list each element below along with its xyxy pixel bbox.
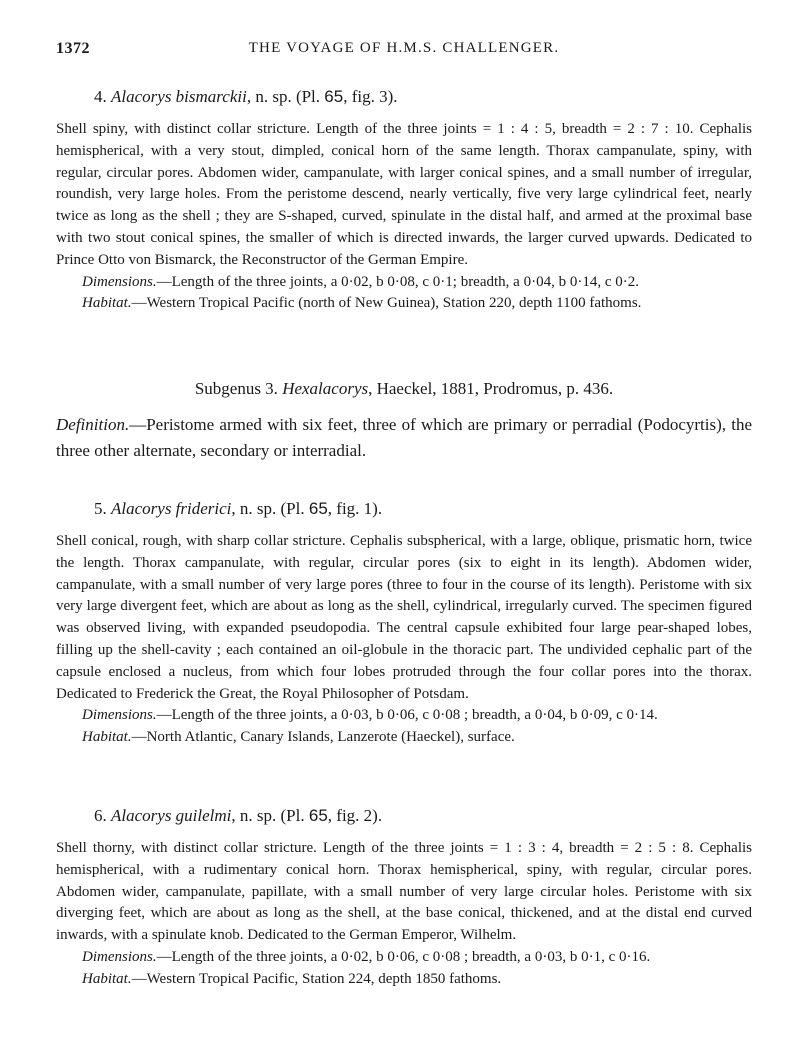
species-name: Alacorys guilelmi (111, 806, 232, 825)
subgenus-citation: , Haeckel, 1881, Prodromus, p. 436. (368, 379, 614, 398)
figure-ref: , fig. 1). (327, 499, 383, 518)
species-description: Shell spiny, with distinct collar stricture. Length of the three joints = 1 : 4 : 5, breadth = 2 : 7 : 10. Cephalis hemispherical, with a very stout, dimpled, conical horn of the same length. Thorax campanulate, spiny, with regular, circular pores. Abdomen wider, campanulate, with larger conical spines, and a small number of irregular, roundish, very large holes. From the peristome descend, nearly vertically, five very large cylindrical feet, nearly twice as long as the shell ; they are S-shaped, curved, spinulate in the distal half, and armed at the proximal base with two stout conical spines, the smaller of which is directed inwards, the larger curved upwards. Dedicated to Prince Otto von Bismarck, the Reconstructor of the German Empire. (56, 121, 752, 268)
dimensions-label: Dimensions. (82, 273, 157, 290)
species-number: 5. (94, 499, 107, 518)
species-name: Alacorys bismarckii (111, 87, 247, 106)
species-heading (56, 86, 752, 108)
habitat-text: —Western Tropical Pacific (north of New Guinea), Station 220, depth 1100 fathoms. (131, 295, 642, 312)
dimensions-line (56, 272, 752, 294)
species-description: Shell thorny, with distinct collar stricture. Length of the three joints = 1 : 3 : 4, breadth = 2 : 5 : 8. Cephalis hemispherical, with a rudimentary conical horn. Thorax hemispherical, spiny, with regular, circular pores. Abdomen wider, campanulate, papillate, with a small number of very large circular holes. Peristome with six diverging feet, which are about as long as the shell, at the base conical, thickened, and at the distal end curved inwards, with a spinulate knob. Dedicated to the German Emperor, Wilhelm. (56, 840, 752, 944)
subgenus-name: Hexalacorys (282, 379, 369, 398)
habitat-text: —North Atlantic, Canary Islands, Lanzerote (Haeckel), surface. (131, 729, 515, 746)
figure-ref: , fig. 3). (343, 87, 398, 106)
habitat-line (56, 727, 752, 749)
species-description-block (56, 119, 752, 315)
subgenus-prefix: Subgenus 3. (194, 379, 283, 398)
running-title: THE VOYAGE OF H.M.S. CHALLENGER. (248, 40, 560, 56)
species-number: 6. (94, 806, 107, 825)
dimensions-line (56, 947, 752, 969)
habitat-label: Habitat. (82, 295, 132, 312)
dimensions-line (56, 705, 752, 727)
species-heading (56, 805, 752, 827)
page-number: 1372 (56, 40, 90, 57)
subgenus-heading (56, 378, 752, 400)
dimensions-text: —Length of the three joints, a 0·02, b 0·08, c 0·1; breadth, a 0·04, b 0·14, c 0·2. (156, 273, 639, 290)
habitat-line (56, 293, 752, 315)
habitat-text: —Western Tropical Pacific, Station 224, depth 1850 fathoms. (131, 970, 502, 987)
subgenus-definition-block (56, 412, 752, 464)
species-description: Shell conical, rough, with sharp collar stricture. Cephalis subspherical, with a large, oblique, prismatic horn, twice the length. Thorax campanulate, with regular, circular pores (six to eight in its length). Abdomen wider, campanulate, with a small number of very large pores (three to four in the course of its length). Peristome with six very large divergent feet, which are about as long as the shell, cylindrical, irregularly curved. The specimen figured was observed living, with expanded pseudopodia. The central capsule exhibited four large pear-shaped lobes, filling up the shell-cavity ; each contained an oil-globule in the thoracic part. The undivided cephalic part of the capsule enclosed a nucleus, from which four lobes protruded through the four collar pores into the thorax. Dedicated to Frederick the Great, the Royal Philosopher of Potsdam. (56, 533, 752, 702)
plate-number: 65 (308, 499, 328, 518)
plate-number: 65 (324, 87, 344, 106)
dimensions-text: —Length of the three joints, a 0·03, b 0·06, c 0·08 ; breadth, a 0·04, b 0·09, c 0·14. (156, 707, 658, 724)
species-status: , n. sp. (Pl. (246, 87, 325, 106)
dimensions-label: Dimensions. (82, 948, 157, 965)
species-number: 4. (94, 87, 107, 106)
definition-label: Definition. (56, 415, 130, 434)
dimensions-label: Dimensions. (82, 707, 157, 724)
dimensions-text: —Length of the three joints, a 0·02, b 0·06, c 0·08 ; breadth, a 0·03, b 0·1, c 0·16. (156, 948, 651, 965)
subgenus-definition (56, 412, 752, 464)
plate-number: 65 (308, 806, 328, 825)
species-description-block (56, 838, 752, 991)
habitat-label: Habitat. (82, 729, 132, 746)
figure-ref: , fig. 2). (327, 806, 383, 825)
running-head (56, 40, 752, 62)
species-status: , n. sp. (Pl. (231, 806, 309, 825)
habitat-label: Habitat. (82, 970, 132, 987)
habitat-line (56, 969, 752, 991)
species-status: , n. sp. (Pl. (231, 499, 309, 518)
species-name: Alacorys friderici (111, 499, 232, 518)
species-description-block (56, 531, 752, 749)
species-heading (56, 498, 752, 520)
definition-text: —Peristome armed with six feet, three of which are primary or perradial (Podocyrtis), the three other alternate, secondary or interradial. (56, 415, 752, 460)
